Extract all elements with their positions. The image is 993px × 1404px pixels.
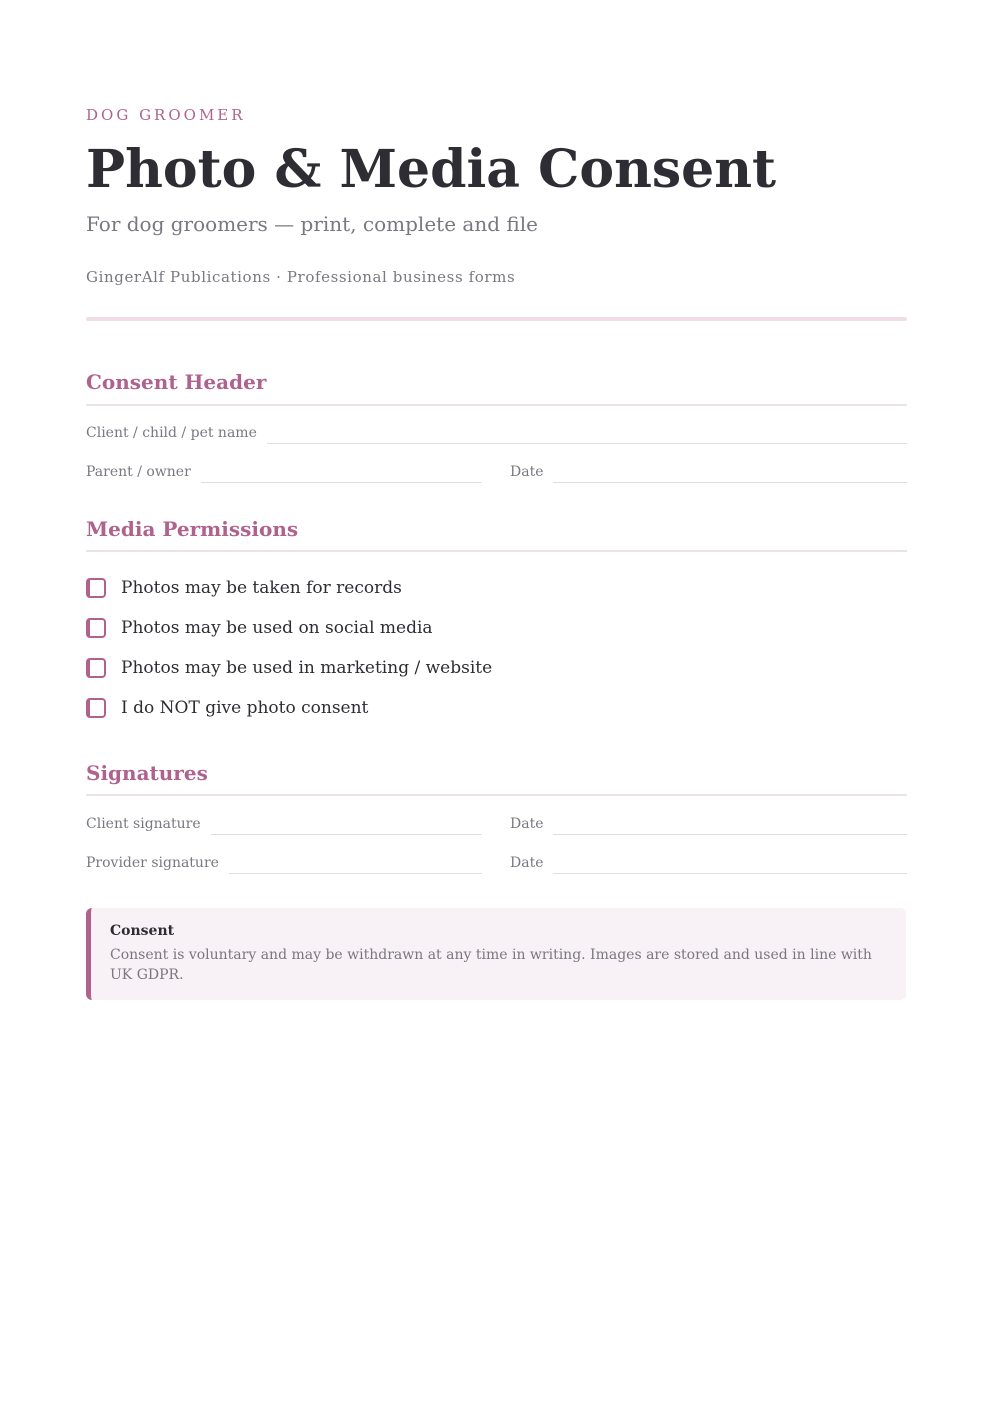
provider-signature-input-line[interactable] (229, 873, 482, 874)
form-category: DOG GROOMER (86, 106, 246, 124)
consent-note (86, 908, 906, 1000)
client-date-field[interactable] (510, 813, 907, 835)
checkbox-marketing-website[interactable] (86, 658, 106, 678)
parent-owner-label: Parent / owner (86, 464, 191, 480)
provider-date-field[interactable] (510, 852, 907, 874)
permission-option[interactable] (86, 615, 433, 641)
client-name-field[interactable] (86, 422, 907, 444)
permission-option-label: Photos may be used on social media (121, 618, 433, 638)
section-title-media-permissions: Media Permissions (86, 517, 299, 541)
section-divider (86, 794, 907, 796)
client-name-label: Client / child / pet name (86, 425, 257, 441)
permission-option-label: Photos may be taken for records (121, 578, 402, 598)
client-date-label: Date (510, 816, 544, 832)
header-date-input-line[interactable] (553, 482, 907, 483)
header-date-label: Date (510, 464, 544, 480)
section-divider (86, 550, 907, 552)
parent-owner-input-line[interactable] (201, 482, 482, 483)
consent-note-title: Consent (110, 923, 175, 939)
checkbox-social-media[interactable] (86, 618, 106, 638)
client-name-input-line[interactable] (267, 443, 907, 444)
header-divider (86, 317, 907, 321)
provider-date-label: Date (510, 855, 544, 871)
publisher-line: GingerAlf Publications · Professional business forms (86, 268, 516, 286)
client-signature-label: Client signature (86, 816, 201, 832)
permission-option[interactable] (86, 655, 492, 681)
permission-option[interactable] (86, 695, 368, 721)
checkbox-no-consent[interactable] (86, 698, 106, 718)
provider-date-input-line[interactable] (553, 873, 907, 874)
permission-option[interactable] (86, 575, 402, 601)
consent-note-body: Consent is voluntary and may be withdrawn at any time in writing. Images are stored and used in line with UK GDPR. (110, 947, 872, 983)
permission-option-label: I do NOT give photo consent (121, 698, 369, 718)
parent-owner-field[interactable] (86, 461, 482, 483)
client-signature-field[interactable] (86, 813, 482, 835)
provider-signature-field[interactable] (86, 852, 482, 874)
checkbox-taken-for-records[interactable] (86, 578, 106, 598)
permission-option-label: Photos may be used in marketing / website (121, 658, 493, 678)
client-signature-input-line[interactable] (211, 834, 482, 835)
header-date-field[interactable] (510, 461, 907, 483)
section-title-signatures: Signatures (86, 761, 208, 785)
page-title: Photo & Media Consent (86, 139, 777, 200)
page-subtitle: For dog groomers — print, complete and file (86, 212, 538, 236)
section-divider (86, 404, 907, 406)
provider-signature-label: Provider signature (86, 855, 219, 871)
section-title-consent-header: Consent Header (86, 370, 267, 394)
client-date-input-line[interactable] (553, 834, 907, 835)
